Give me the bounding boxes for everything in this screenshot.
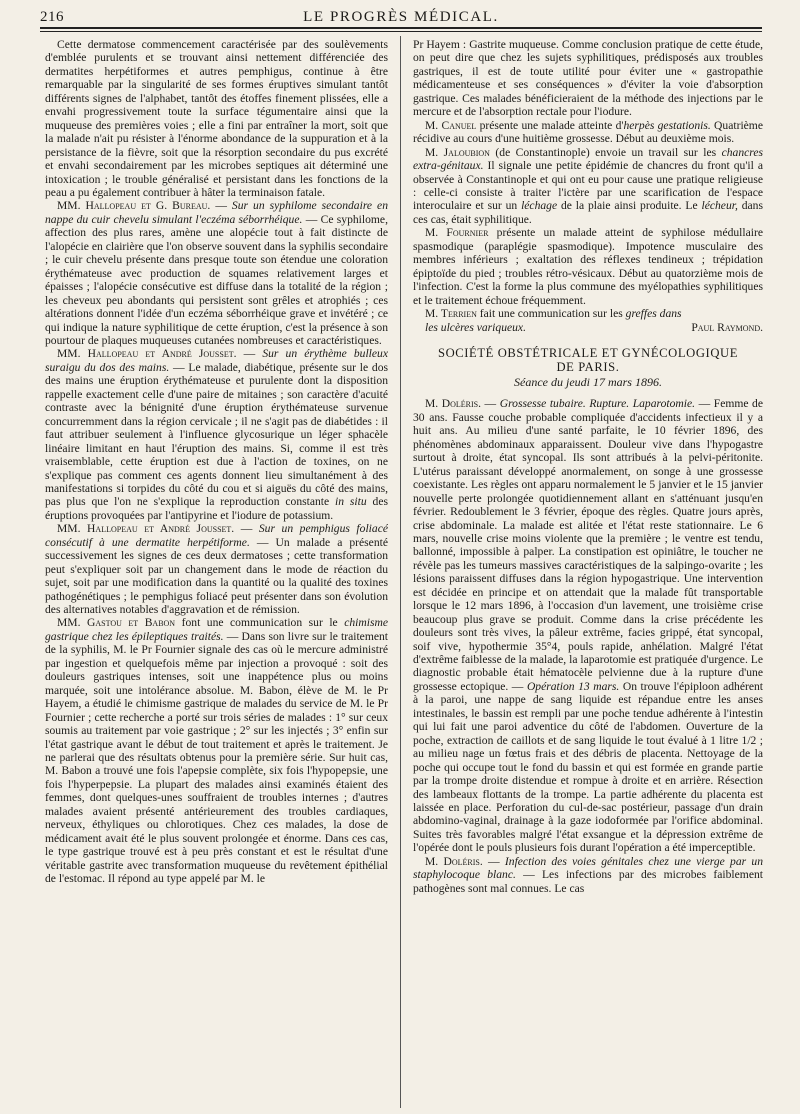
article-body: dans ces cas, était syphilitique. [413,199,763,226]
article-title: Grossesse tubaire. Rupture. Laparotomie. [499,397,696,411]
paragraph [413,226,763,307]
article-body: des éruptions provoquées par l'antipyrine et l'iodure de potassium. [45,495,388,522]
article-body: — Les infections par des microbes faiblement pathogènes sont mal connues. Le cas [413,868,763,895]
author: M. Fournier [425,226,489,240]
paragraph: Pr Hayem : Gastrite muqueuse. Comme conclusion pratique de cette étude, on peut dire que chez les sujets syphilitiques, prédisposés aux troubles gastriques, il est de toute utilité pour éviter une « gastropathie médicamenteuse et ses conséquences » d'éviter la voie d'absorption gastrique. Ces malades bénéficieraient de la méthode des injections par le mercure et de l'absorption rectale pour l'iodure. [413,38,763,119]
journal-title: LE PROGRÈS MÉDICAL. [303,9,499,25]
article-title: Sur un syphilome secondaire en nappe du cuir chevelu simulant l'eczéma séborrhéique. [45,199,388,226]
article-body: On trouve l'épiploon adhérent à la paroi, une nappe de sang liquide est répandue entre les anses intestinales, le bassin est rempli par une poche tendue adhérente à l'intestin qui lui fait une paroi adventice du côté de l'abdomen. Ouverture de la poche, extraction de caillots et de sang liquide le tout évalué à 1 litre 1/2 ; au milieu nage un fœtus frais et des débris de placenta. Nettoyage de la poche qui occupe tout le fond du bassin et qui est formée en grande partie par la trompe droite distendue et rompue à droite et en arrière. Résection des lambeaux flottants de la trompe. La partie adhérente du placenta est laissée en place. Perforation du cul-de-sac postérieur, passage d'un drain abdomino-vaginal, drainage à la gaze iodoformée par l'orifice abdominal. Suites très favorables malgré l'état exsangue et la dépression extrême de l'opérée dont le pouls plusieurs fois durant l'opération a été imperceptible. [413,679,763,855]
article-title: Sur un pemphigus foliacé consécutif à une dermatite herpétiforme. [45,522,388,549]
society-heading [413,346,763,374]
article-body: — Femme de 30 ans. Fausse couche probable compliquée d'accidents infectieux il y a huit ans. Au milieu d'une santé parfaite, le 10 février 1896, des phénomènes abdominaux apparaissent. Douleur vive dans l'hypogastre surtout à droite, état syncopal. Ils sont attribués à la pelvi-péritonite. L'utérus paraissant développé anormalement, on songe à une grossesse coexistante. Les règles ont apparu normalement le 5 janvier et le 15 janvier nouvelle perte prolongée quotidiennement allant en s'atténuant jusqu'en février. Redoublement le 3 février, époque des règles. Quatre jours après, crise abdominale. La malade est alitée et l'état reste stationnaire. Le 6 mars, nouvelle crise moins violente que la première ; le ventre est tendu, ballonné, impossible à palper. La constipation est opiniâtre, le toucher ne révèle pas les tumeurs massives caractéristiques de la salpingo-ovarite ; les lésions paraissent diffuses dans la région hypogastrique. Une intervention est décidée en principe et on attendait que la malade fût transportable lorsque le 12 mars 1896, à l'occasion d'un lavement, une troisième crise beaucoup plus grave se produit. Comme dans la crise précédente les douleurs sont très vives, la pâleur extrême, facies grippé, état syncopal, soif vive, hypothermie 35°4, pouls rapide, anhélation. Malgré l'état d'extrême faiblesse de la malade, la laparotomie est pratiquée d'urgence. Le diagnostic probable était hématocèle pelvienne due à la rupture d'une grossesse ectopique. — [413,397,763,693]
paragraph [45,616,388,885]
paragraph [413,146,763,227]
paragraph [413,119,763,146]
article-body: présente une malade atteinte d' [479,118,624,132]
page-header [40,8,762,28]
article-body: — Un malade a présenté successivement les signes de ces deux dermatoses ; cette transformation peut s'expliquer soit par un changement dans le mode de réaction du sujet, soit par une modification dans la quantité ou la qualité des toxines pathogénétiques ; le pemphigus foliacé peut présenter dans son évolution des alternatives notables d'aggravation et de rémission. [45,535,388,617]
left-column [45,38,388,1108]
paragraph [413,397,763,854]
author: M. Doléris. — [425,854,500,868]
signature: Paul Raymond. [691,320,763,334]
article-body: — Le malade, diabétique, présente sur le dos des mains une éruption érythémateuse et purulente dont la disposition rappelle exactement celle d'une paire de mitaines ; son caractère d'acuité contraste avec la bénignité d'une éruption érythémateuse survenue concurremment dans la région cervicale ; il ne s'agit pas de diabétides : il faut attribuer seulement à l'influence glycosurique un léger sphacèle linéaire limitant en haut l'éruption des mains. Si, comme il est très vraisemblable, cette éruption est due à l'action de toxines, on ne s'explique pas comment ces agents donnent lieu simultanément à des manifestations si torpides du côté du cou et si aiguës du côté des mains, pas plus que l'on ne s'explique la reproduction constante [45,360,388,509]
article-body: Quatrième récidive au cours d'une huitième grossesse. Début au deuxième mois. [413,118,763,146]
header-rule [40,27,762,29]
authors: MM. Hallopeau et André Jousset. — [57,522,253,536]
article-title: greffes dans [625,307,682,321]
article-body: — Dans son livre sur le traitement de la syphilis, M. le Pr Fournier signale des cas où le mercure administré par ingestion et quelquefois même par injection a provoqué : soit des douleurs gastriques intenses, soit une inappétence plus ou moins marquée, soit une intolérance absolue. M. Babon, élève de M. le Pr Hayem, a étudié le chimisme gastrique de malades du service de M. le Pr Fournier ; cette recherche a porté sur trois séries de malades : 1° sur ceux soumis au traitement par voie gastrique ; 2° sur les injectés ; 3° enfin sur l'état gastrique avant le début de tout traitement et après le traitement. Je ne parlerai que des résultats obtenus pour la première série. Sur huit cas, M. Babon a trouvé une fois l'apepsie complète, six fois l'hypopepsie, une fois l'hyperpepsie. La plupart des malades ainsi examinés étaient des femmes, dont quelques-unes souffraient de troubles internes ; d'autres malades avaient présenté antérieurement des troubles cardiaques, nerveux, éthyliques ou chlorotiques. Chez ces malades, la dose de médicament avait été le plus souvent prolongée et énorme. Dans ces cas, le type gastrique trouvé est à peu près constant et est le résultat d'une véritable gastrite avec transformation muqueuse du revêtement épithélial de l'estomac. Il répond au type appelé par M. le [45,629,388,886]
emphasis: in situ [335,495,367,509]
society-city: DE PARIS. [556,359,620,374]
emphasis: lécheur, [701,199,738,213]
author: M. Canuel [425,118,477,132]
society-name: SOCIÉTÉ OBSTÉTRICALE ET GYNÉCOLOGIQUE [437,345,739,360]
article-body: de la plaie ainsi produite. Le [560,199,698,213]
paragraph [45,199,388,347]
emphasis: léchage [521,199,558,213]
author: M. Doléris. — [425,397,497,411]
signature-line [413,321,763,334]
paragraph: Cette dermatose commencement caractérisée par des soulèvements d'emblée purulents et se trouvant ainsi nettement différenciée des dermatites herpétiformes et autres pemphigus, continue à être remarquable par la singularité de ses formes éruptives simulant tantôt différents signes de l'alphabet, tantôt des étoffes finement plissées, elle a envahi progressivement toute la surface tégumentaire ainsi que la muqueuse des premières voies ; elle a fini par entraîner la mort, soit que la malade n'ait pu résister à l'énorme abondance de la suppuration et à la persistance de la fièvre, soit que la résorption secondaire du pus excrété et envahi secondairement par les microbes septiques ait déterminé une intoxication ; le trouble généralisé et persistant dans les fonctions de la peau a pu également contribuer à hâter la terminaison fatale. [45,38,388,199]
article-body: — Ce syphilome, affection des plus rares, amène une alopécie tout à fait distincte de l'alopécie en clairière que l'on observe souvent dans la syphilis secondaire ; le cuir chevelu présente dans presque toute son étendue une coloration érythémateuse avec production de squames relativement larges et épaisses ; l'alopécie consécutive est diffuse dans la totalité de la région ; les cheveux peu abondants qui persistent sont grêles et atrophiés ; ces altérations donnent l'idée d'un eczéma séborrhéique grave et invétéré ; ce qui indique la nature syphilitique de cette éruption, c'est la présence à son pourtour de plaques muqueuses cutanées nombreuses et caractéristiques. [45,212,388,347]
article-title: les ulcères variqueux. [425,320,526,334]
header-rule-thin [40,31,762,32]
article-body: (de Constantinople) envoie un travail sur les [495,145,717,159]
emphasis: Opération 13 mars. [526,679,620,693]
paragraph [413,307,763,320]
paragraph [413,855,763,895]
page-number: 216 [40,9,64,25]
paragraph [45,522,388,616]
session-date: Séance du jeudi 17 mars 1896. [514,374,662,389]
authors: MM. Hallopeau et G. Bureau. — [57,199,227,213]
author: M. Jaloubion [425,145,490,159]
article-body: présente un malade atteint de syphilose médullaire spasmodique (paraplégie spasmodique). Impotence musculaire des membres inférieurs ; exaltation des réflexes tendineux ; trépidation épiptoïde du pied ; troubles rétro-vésicaux. Début au quatorzième mois de l'infection. C'est la forme la plus commune des myélopathies syphilitiques et le traitement échoue fréquemment. [413,226,763,307]
right-column [413,38,763,1108]
article-title: herpès gestationis. [623,118,711,132]
article-body: Il signale une petite épidémie de chancres du front qu'il a observée à Constantinople et qui ont eu pour cause une pratique religieuse : celle-ci consiste à traiter l'ictère par une scarification de l'espace interoculaire et sur un [413,159,763,213]
authors: MM. Hallopeau et André Jousset. — [57,347,256,361]
article-body: fait une communication sur les [479,307,623,321]
article-body: font une communication sur le [181,616,338,630]
article-title: chancres extra-génitaux. [413,145,763,173]
author: M. Terrien [425,307,477,321]
article-title: Infection des voies génitales chez une vierge par un staphylocoque blanc. [413,854,763,882]
article-title: Sur un érythème bulleux suraigu du dos des mains. [45,347,388,374]
authors: MM. Gastou et Babon [57,616,176,630]
article-title: chimisme gastrique chez les épileptiques traités. [45,616,388,643]
paragraph [45,347,388,522]
column-separator [400,36,401,1108]
